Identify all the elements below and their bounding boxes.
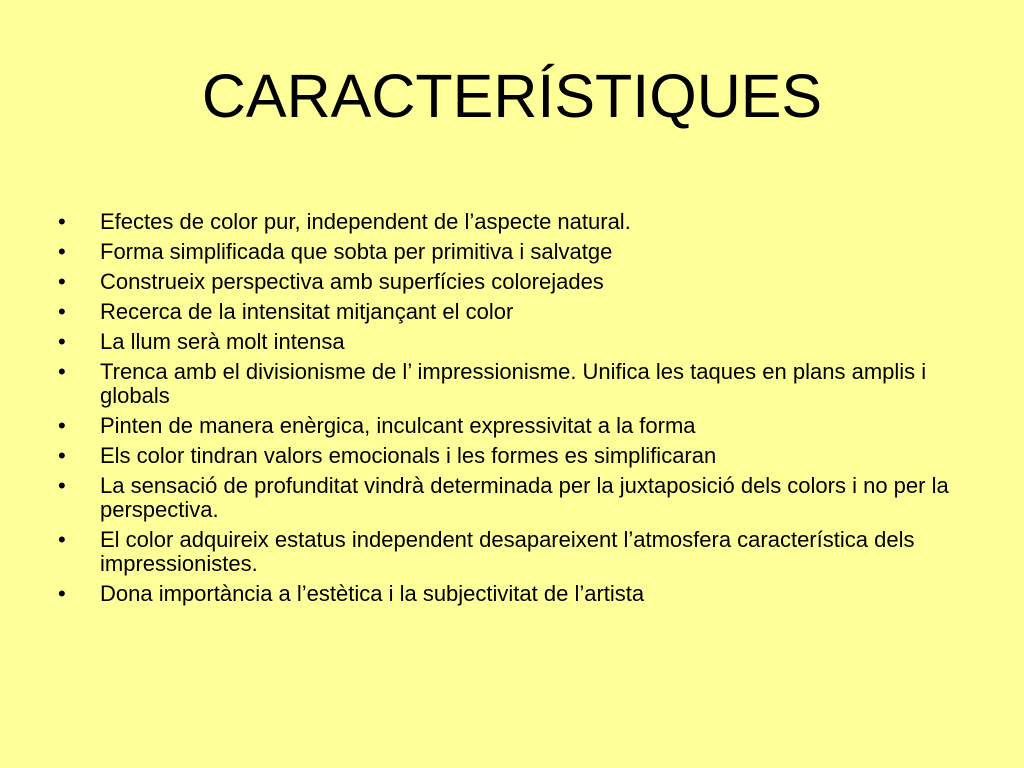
bullet-text: Dona importància a l’estètica i la subjectivitat de l’artista — [100, 581, 645, 606]
bullet-icon: • — [58, 413, 66, 438]
bullet-item — [58, 210, 958, 234]
bullet-text: Recerca de la intensitat mitjançant el color — [100, 299, 514, 324]
bullet-icon: • — [58, 329, 66, 354]
bullet-icon: • — [58, 239, 66, 264]
bullet-text: La sensació de profunditat vindrà determinada per la juxtaposició dels colors i no per la perspectiva. — [100, 473, 949, 522]
bullet-icon: • — [58, 209, 66, 234]
bullet-item — [58, 582, 958, 606]
bullet-item — [58, 474, 958, 522]
bullet-text: Trenca amb el divisionisme de l’ impressionisme. Unifica les taques en plans amplis i globals — [100, 359, 927, 408]
bullet-icon: • — [58, 299, 66, 324]
bullet-icon: • — [58, 473, 66, 498]
bullet-text: La llum serà molt intensa — [100, 329, 345, 354]
bullet-item — [58, 444, 958, 468]
bullet-item — [58, 240, 958, 264]
bullet-item — [58, 528, 958, 576]
bullet-item — [58, 414, 958, 438]
bullet-item — [58, 270, 958, 294]
bullet-icon: • — [58, 359, 66, 384]
bullet-icon: • — [58, 269, 66, 294]
bullet-list — [58, 210, 958, 612]
bullet-item — [58, 300, 958, 324]
bullet-text: Els color tindran valors emocionals i les formes es simplificaran — [100, 443, 717, 468]
bullet-icon: • — [58, 527, 66, 552]
bullet-text: Efectes de color pur, independent de l’aspecte natural. — [100, 209, 631, 234]
slide-title: CARACTERÍSTIQUES — [201, 62, 823, 130]
bullet-text: El color adquireix estatus independent desapareixent l’atmosfera característica dels impressionistes. — [100, 527, 915, 576]
bullet-text: Pinten de manera enèrgica, inculcant expressivitat a la forma — [100, 413, 696, 438]
bullet-text: Forma simplificada que sobta per primitiva i salvatge — [100, 239, 613, 264]
bullet-item — [58, 360, 958, 408]
bullet-icon: • — [58, 443, 66, 468]
bullet-item — [58, 330, 958, 354]
bullet-icon: • — [58, 581, 66, 606]
bullet-text: Construeix perspectiva amb superfícies colorejades — [100, 269, 604, 294]
